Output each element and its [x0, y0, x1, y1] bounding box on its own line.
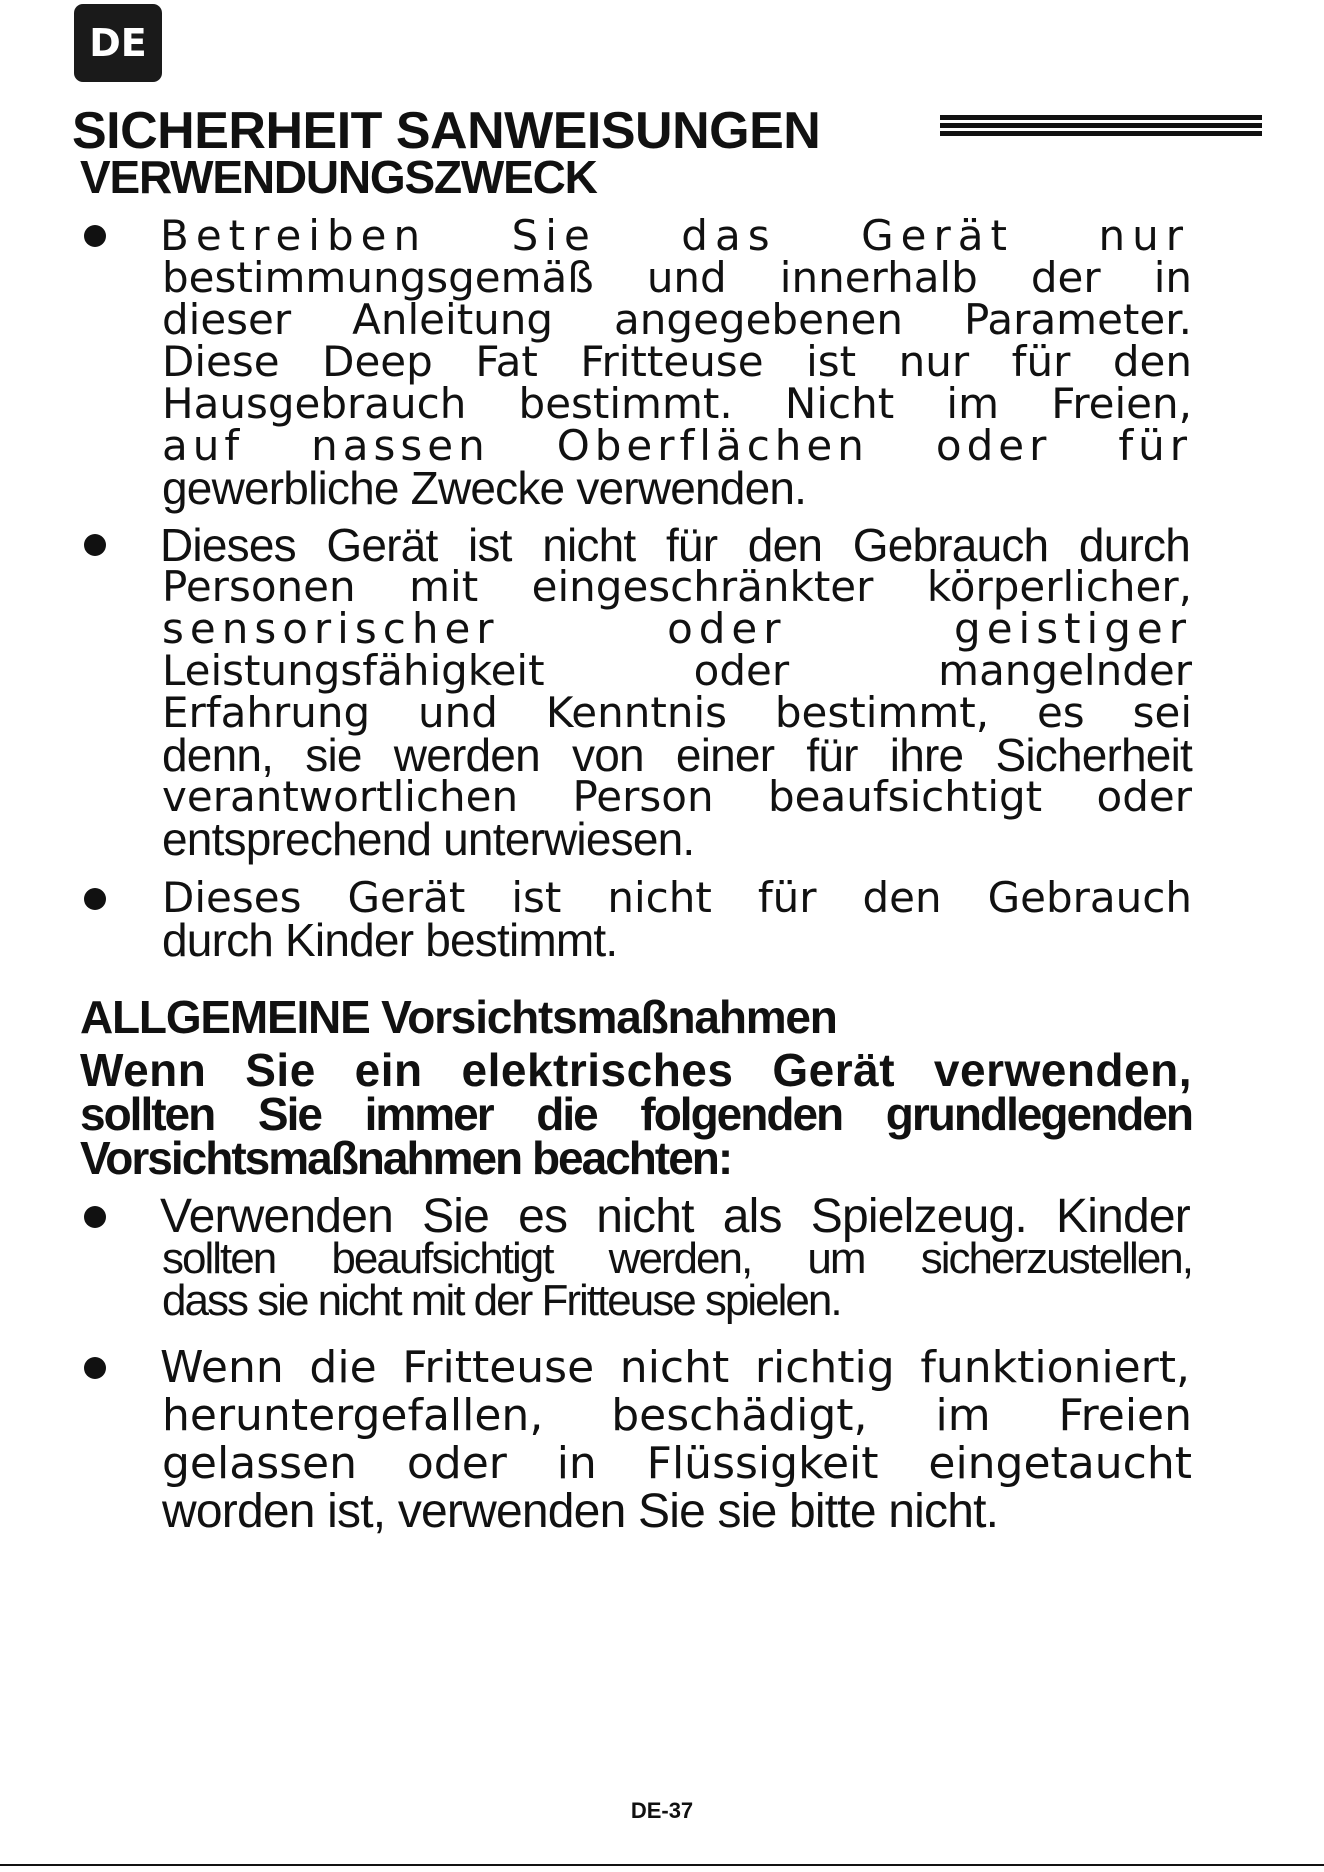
- bottom-rule: [0, 1864, 1324, 1866]
- bullet-line: durch Kinder bestimmt.: [162, 914, 618, 966]
- title-rule-line: [940, 131, 1262, 136]
- bullet-line: Dieses Gerät ist nicht für den Gebrauch: [162, 873, 1192, 922]
- bullet-line: sollten beaufsichtigt werden, um sicherzustellen,: [162, 1234, 1192, 1283]
- bullet-line: denn, sie werden von einer für ihre Sicherheit: [162, 729, 1192, 781]
- bullet-line: sensorischer oder geistiger: [162, 604, 1192, 653]
- bullet-line: Hausgebrauch bestimmt. Nicht im Freien,: [162, 379, 1192, 428]
- bullet-dot-icon: [84, 534, 106, 556]
- title-triple-rule: [940, 115, 1262, 136]
- intro-line: Wenn Sie ein elektrisches Gerät verwenden,: [80, 1044, 1192, 1096]
- bullet-line: gelassen oder in Flüssigkeit eingetaucht: [162, 1438, 1192, 1489]
- bullet-dot-icon: [84, 225, 106, 247]
- intro-line: sollten Sie immer die folgenden grundlegenden: [80, 1088, 1192, 1140]
- bullet-line: heruntergefallen, beschädigt, im Freien: [162, 1390, 1192, 1441]
- bullet-line: Personen mit eingeschränkter körperlicher,: [162, 562, 1192, 611]
- bullet-line: verantwortlichen Person beaufsichtigt oder: [162, 772, 1192, 821]
- bullet-line: Verwenden Sie es nicht als Spielzeug. Kinder: [160, 1190, 1190, 1243]
- bullet-line: Betreiben Sie das Gerät nur: [160, 211, 1190, 260]
- bullet-line: Dieses Gerät ist nicht für den Gebrauch durch: [160, 519, 1190, 571]
- bullet-line: gewerbliche Zwecke verwenden.: [162, 462, 807, 514]
- bullet-dot-icon: [84, 1206, 106, 1228]
- bullet-line: dass sie nicht mit der Fritteuse spielen.: [162, 1276, 841, 1325]
- bullet-line: dieser Anleitung angegebenen Parameter.: [162, 295, 1192, 344]
- section-heading-general: ALLGEMEINE Vorsichtsmaßnahmen: [80, 991, 837, 1043]
- title-rule-line: [940, 123, 1262, 128]
- bullet-dot-icon: [84, 888, 106, 910]
- bullet-line: worden ist, verwenden Sie sie bitte nicht.: [162, 1485, 999, 1538]
- bullet-line: bestimmungsgemäß und innerhalb der in: [162, 253, 1192, 302]
- page-title: SICHERHEIT SANWEISUNGEN: [72, 102, 821, 160]
- section-heading-purpose: VERWENDUNGSZWECK: [80, 151, 597, 203]
- language-badge: DE: [74, 4, 162, 82]
- intro-line: Vorsichtsmaßnahmen beachten:: [80, 1132, 732, 1184]
- title-rule-line: [940, 115, 1262, 120]
- bullet-line: entsprechend unterwiesen.: [162, 813, 695, 865]
- bullet-dot-icon: [84, 1357, 106, 1379]
- bullet-line: Wenn die Fritteuse nicht richtig funktioniert,: [160, 1342, 1190, 1393]
- page-number: DE-37: [630, 1798, 694, 1823]
- bullet-line: Erfahrung und Kenntnis bestimmt, es sei: [162, 688, 1192, 737]
- bullet-line: Diese Deep Fat Fritteuse ist nur für den: [162, 337, 1192, 386]
- bullet-line: auf nassen Oberflächen oder für: [162, 421, 1192, 470]
- bullet-line: Leistungsfähigkeit oder mangelnder: [162, 646, 1192, 695]
